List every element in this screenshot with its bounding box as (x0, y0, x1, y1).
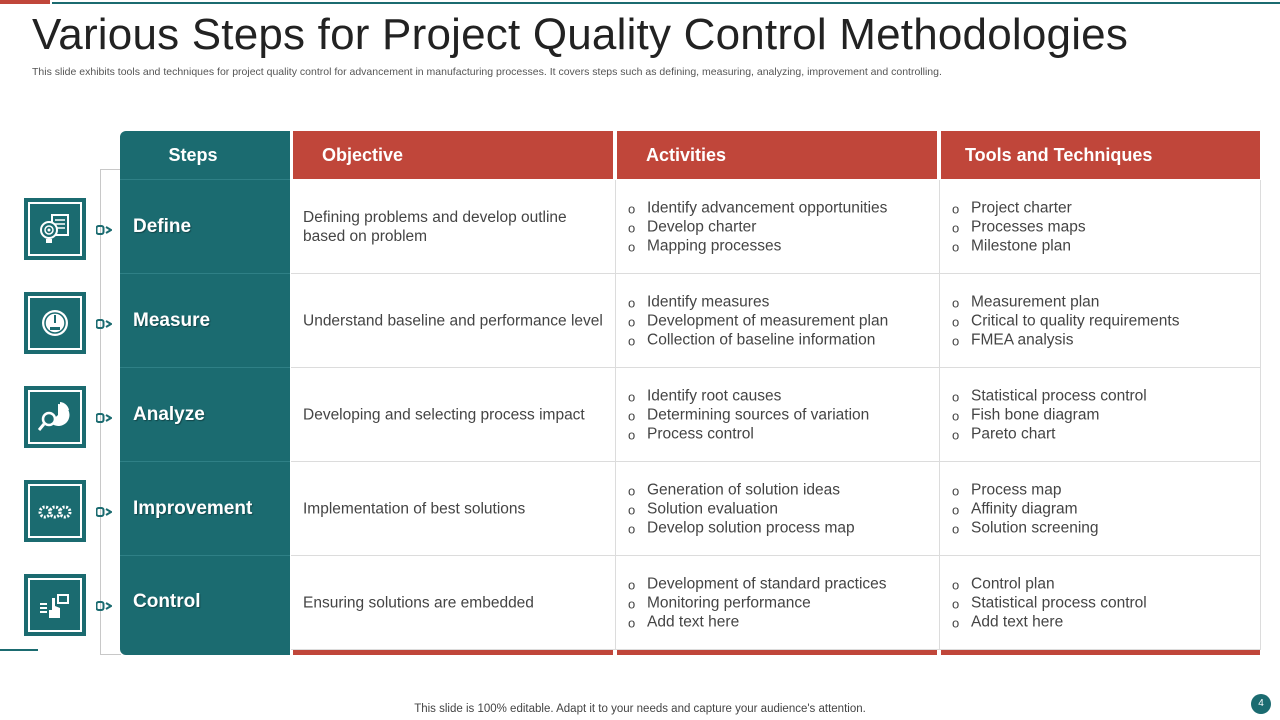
list-item: o Control plan (952, 574, 1252, 593)
objective-text: Ensuring solutions are embedded (303, 594, 534, 611)
connector-icon (96, 507, 112, 517)
tools-list (952, 574, 1252, 631)
activities-bullets (628, 292, 931, 349)
activities-list (628, 574, 931, 631)
tools-list (952, 198, 1252, 255)
list-item: o Add text here (952, 612, 1252, 631)
activities-list (628, 386, 931, 443)
table-cell-activities (616, 274, 940, 368)
footer-note: This slide is 100% editable. Adapt it to your needs and capture your audience's attention. (414, 703, 866, 715)
table-cell-tools (940, 462, 1261, 556)
header-objective: Objective (293, 131, 613, 179)
connector-icon (96, 319, 112, 329)
target-checklist-icon (24, 198, 86, 260)
activities-list (628, 198, 931, 255)
table-cell-objective (291, 274, 616, 368)
list-item: o Solution evaluation (628, 499, 931, 518)
list-item: o Monitoring performance (628, 593, 931, 612)
activities-bullets (628, 198, 931, 255)
table-cell-activities (616, 556, 940, 650)
step-divider (120, 461, 290, 462)
list-item: o FMEA analysis (952, 330, 1252, 349)
table-cell-objective (291, 368, 616, 462)
list-item: o Processes maps (952, 217, 1252, 236)
connector-bracket (100, 169, 121, 655)
magnifier-pie-icon (24, 386, 86, 448)
tools-bullets (952, 198, 1252, 255)
table-cell-tools (940, 368, 1261, 462)
top-accent-teal (52, 2, 1280, 4)
hand-screen-icon (24, 574, 86, 636)
step-define: Define (133, 216, 192, 237)
list-item: o Development of measurement plan (628, 311, 931, 330)
activities-bullets (628, 386, 931, 443)
table-cell-objective (291, 180, 616, 274)
gauge-icon (24, 292, 86, 354)
bottom-left-accent (0, 649, 38, 651)
top-accent-red (0, 0, 50, 4)
header-steps: Steps (168, 145, 218, 165)
table-cell-objective (291, 462, 616, 556)
objective-text: Understand baseline and performance level (303, 312, 603, 329)
connector-icon (96, 413, 112, 423)
list-item: o Develop charter (628, 217, 931, 236)
list-item: o Develop solution process map (628, 518, 931, 537)
objective-text: Implementation of best solutions (303, 500, 526, 517)
page-subtitle: This slide exhibits tools and techniques for project quality control for advancement in manufacturing processes. It covers steps such as defining, measuring, analyzing, improvement and controlling. (32, 66, 942, 78)
list-item: o Affinity diagram (952, 499, 1252, 518)
tools-bullets (952, 574, 1252, 631)
tools-bullets (952, 386, 1252, 443)
step-measure: Measure (133, 310, 211, 331)
table-cell-tools (940, 274, 1261, 368)
list-item: o Solution screening (952, 518, 1252, 537)
list-item: o Mapping processes (628, 236, 931, 255)
objective-text: Defining problems and develop outline based on problem (303, 208, 567, 245)
table-cell-activities (616, 368, 940, 462)
tools-list (952, 292, 1252, 349)
list-item: o Measurement plan (952, 292, 1252, 311)
activities-list (628, 292, 931, 349)
page-title: Various Steps for Project Quality Control Methodologies (32, 10, 1129, 59)
list-item: o Development of standard practices (628, 574, 931, 593)
table-cell-activities (616, 180, 940, 274)
connector-icon (96, 601, 112, 611)
list-item: o Statistical process control (952, 593, 1252, 612)
tools-bullets (952, 480, 1252, 537)
activities-bullets (628, 480, 931, 537)
list-item: o Identify root causes (628, 386, 931, 405)
step-analyze: Analyze (133, 404, 205, 425)
steps-column (120, 131, 290, 655)
tools-list (952, 480, 1252, 537)
tools-bullets (952, 292, 1252, 349)
list-item: o Process map (952, 480, 1252, 499)
list-item: o Critical to quality requirements (952, 311, 1252, 330)
step-improvement: Improvement (133, 498, 253, 519)
page-number: 4 (1251, 694, 1271, 714)
activities-bullets (628, 574, 931, 631)
tools-list (952, 386, 1252, 443)
activities-list (628, 480, 931, 537)
list-item: o Statistical process control (952, 386, 1252, 405)
table-cell-activities (616, 462, 940, 556)
step-divider (120, 367, 290, 368)
table-cell-objective (291, 556, 616, 650)
list-item: o Determining sources of variation (628, 405, 931, 424)
list-item: o Identify advancement opportunities (628, 198, 931, 217)
header-activities: Activities (617, 131, 937, 179)
gears-icon (24, 480, 86, 542)
step-divider (120, 555, 290, 556)
list-item: o Process control (628, 424, 931, 443)
header-tools: Tools and Techniques (941, 131, 1260, 179)
list-item: o Project charter (952, 198, 1252, 217)
list-item: o Milestone plan (952, 236, 1252, 255)
list-item: o Pareto chart (952, 424, 1252, 443)
step-divider (120, 273, 290, 274)
objective-text: Developing and selecting process impact (303, 406, 585, 423)
list-item: o Identify measures (628, 292, 931, 311)
table-cell-tools (940, 180, 1261, 274)
list-item: o Add text here (628, 612, 931, 631)
step-control: Control (133, 591, 201, 612)
step-divider (120, 179, 290, 180)
list-item: o Fish bone diagram (952, 405, 1252, 424)
connector-icon (96, 225, 112, 235)
table-cell-tools (940, 556, 1261, 650)
list-item: o Generation of solution ideas (628, 480, 931, 499)
list-item: o Collection of baseline information (628, 330, 931, 349)
